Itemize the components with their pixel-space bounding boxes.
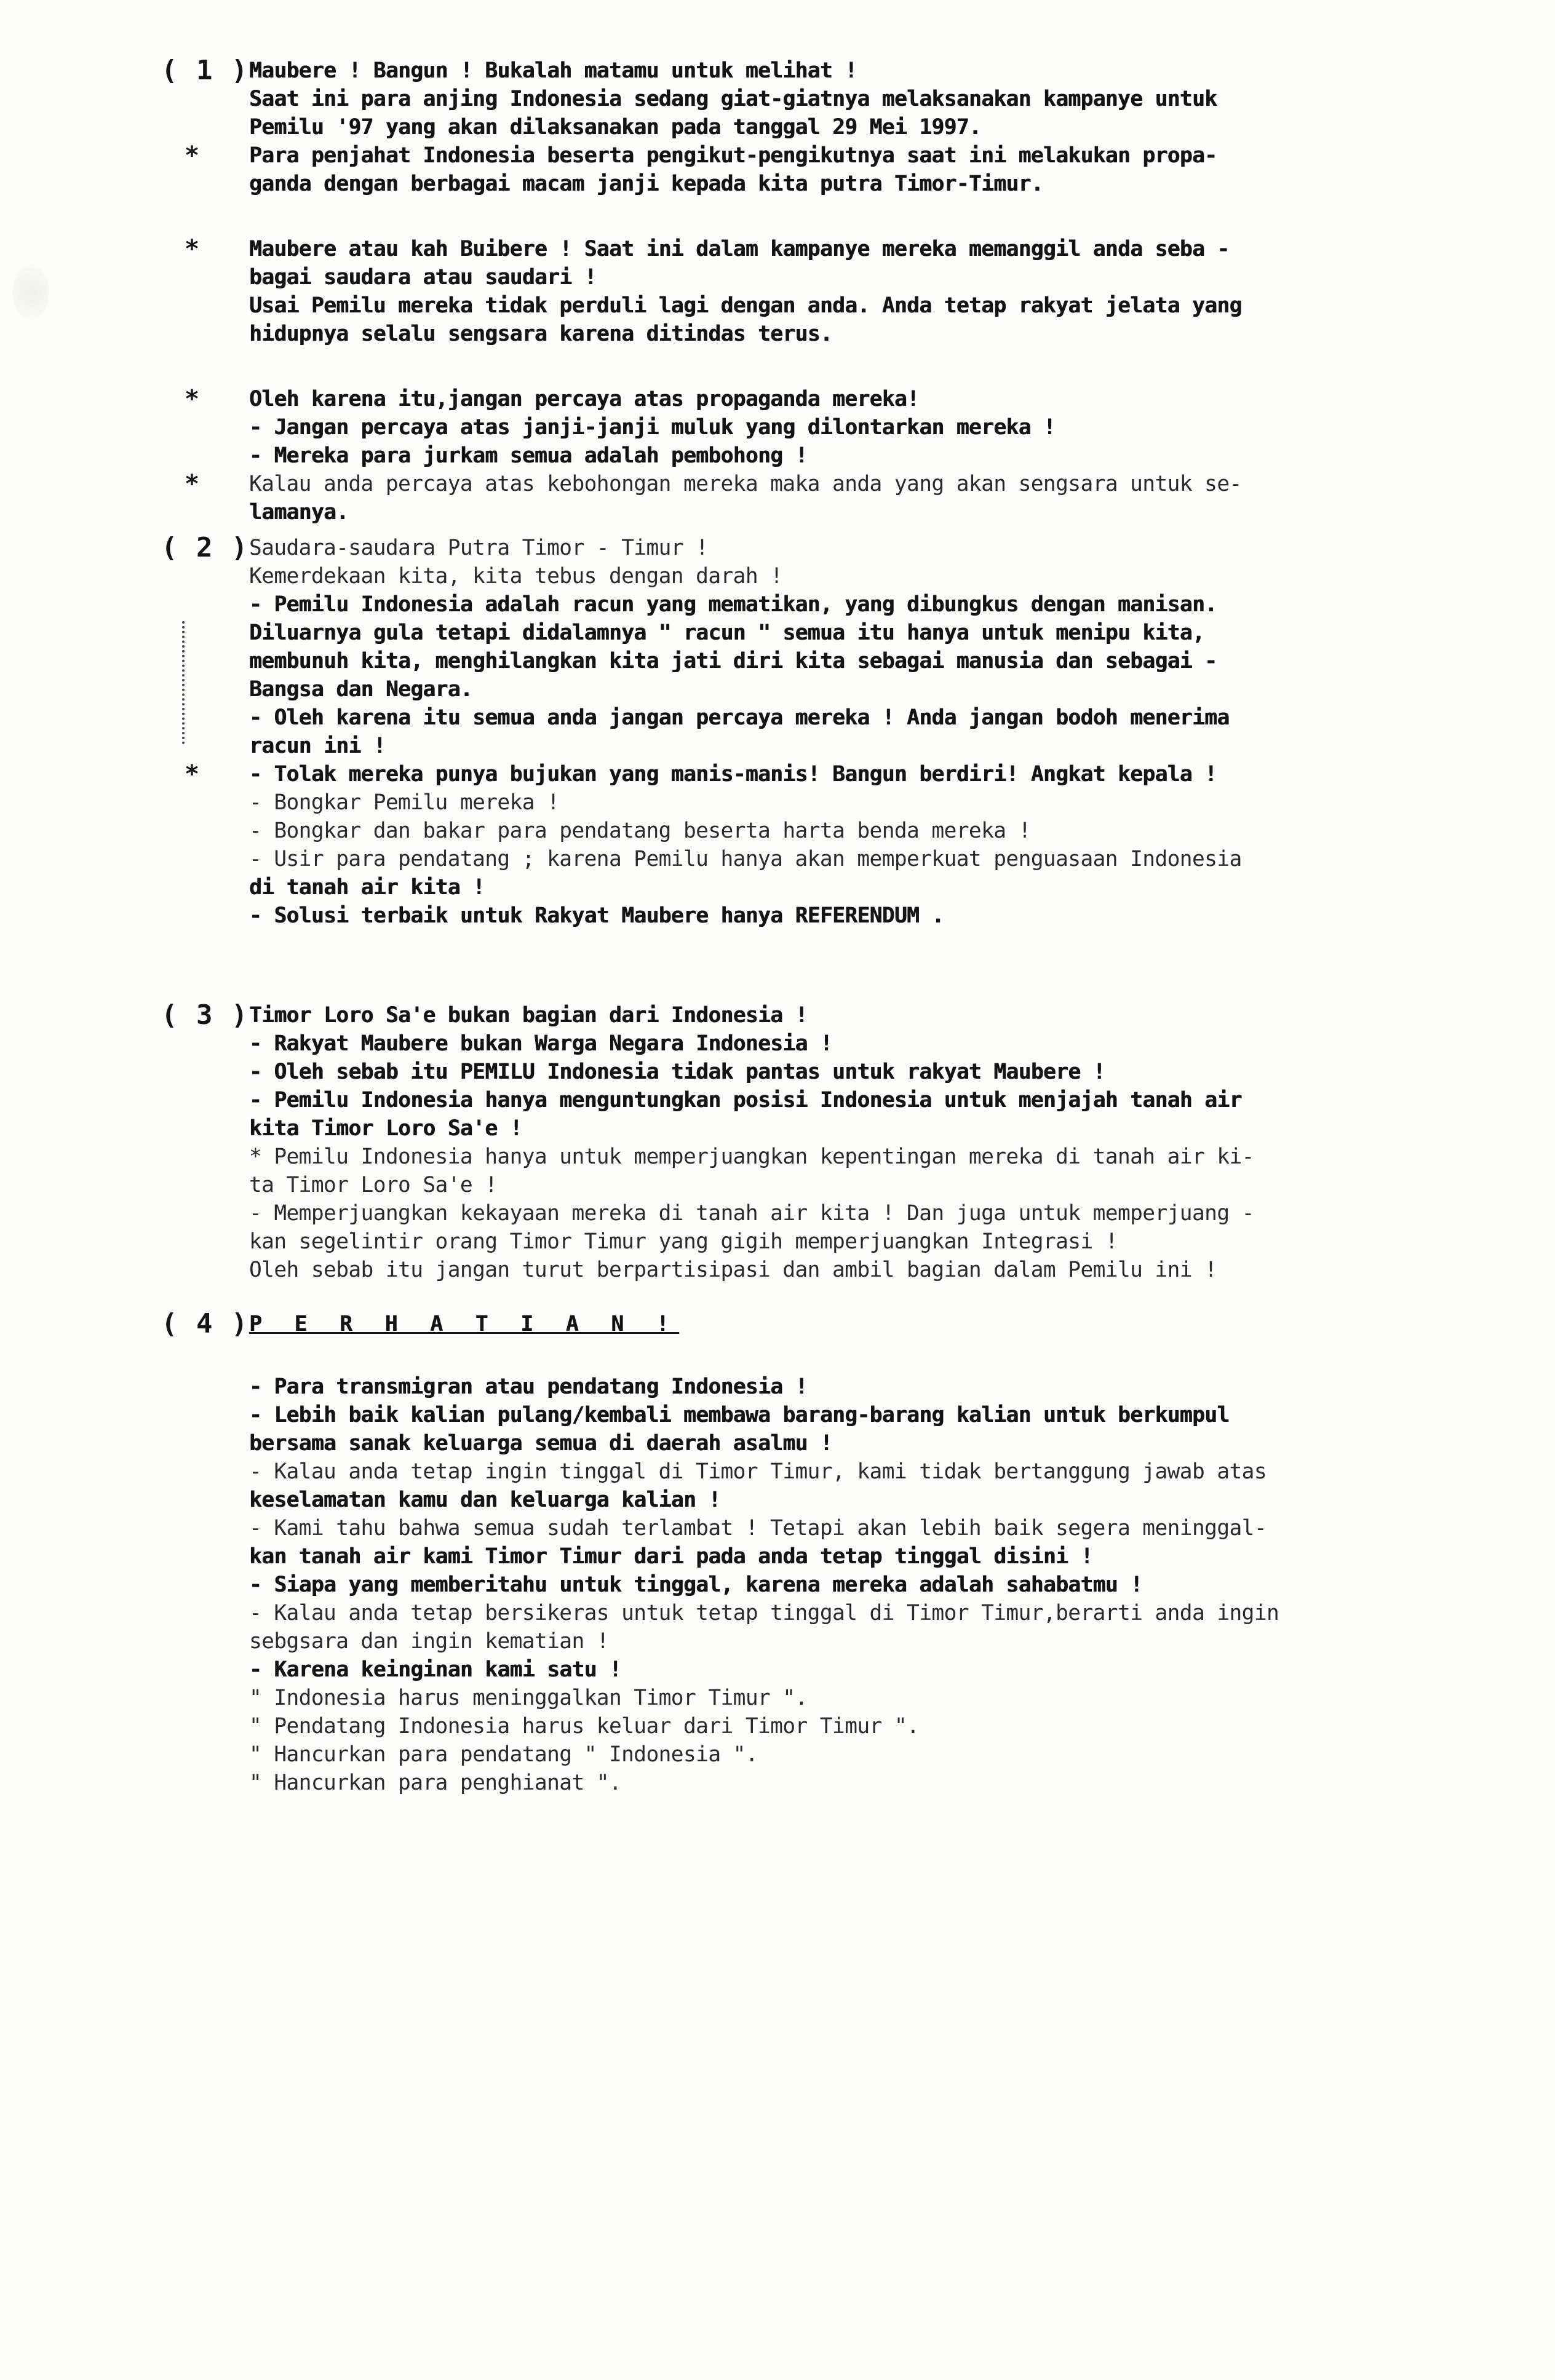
scan-smudge: [12, 264, 49, 320]
text-line: - Pemilu Indonesia adalah racun yang mematikan, yang dibungkus dengan manisan.: [249, 592, 1217, 617]
text-line: Usai Pemilu mereka tidak perduli lagi dengan anda. Anda tetap rakyat jelata yang: [249, 293, 1242, 318]
text-line: - Siapa yang memberitahu untuk tinggal, karena mereka adalah sahabatmu !: [249, 1573, 1143, 1597]
text-line: racun ini !: [249, 734, 386, 758]
text-line: - Memperjuangkan kekayaan mereka di tanah air kita ! Dan juga untuk memperjuang -: [249, 1201, 1254, 1226]
margin-asterisk: *: [185, 385, 200, 413]
text-line: - Bongkar Pemilu mereka !: [249, 790, 560, 815]
text-line: - Tolak mereka punya bujukan yang manis-manis! Bangun berdiri! Angkat kepala !: [249, 762, 1217, 787]
text-line: Saudara-saudara Putra Timor - Timur !: [249, 536, 709, 560]
section-heading: P E R H A T I A N !: [249, 1312, 679, 1336]
text-line: Oleh sebab itu jangan turut berpartisipasi dan ambil bagian dalam Pemilu ini !: [249, 1258, 1217, 1282]
text-line: - Mereka para jurkam semua adalah pembohong !: [249, 443, 808, 468]
text-line: kan tanah air kami Timor Timur dari pada anda tetap tinggal disini !: [249, 1544, 1093, 1569]
text-line: - Bongkar dan bakar para pendatang beserta harta benda mereka !: [249, 819, 1031, 843]
text-line: - Kami tahu bahwa semua sudah terlambat ! Tetapi akan lebih baik segera meninggal-: [249, 1516, 1267, 1541]
text-line: - Para transmigran atau pendatang Indonesia !: [249, 1374, 808, 1399]
text-line: bersama sanak keluarga semua di daerah asalmu !: [249, 1431, 833, 1456]
text-line: Bangsa dan Negara.: [249, 677, 473, 702]
text-line: - Oleh sebab itu PEMILU Indonesia tidak pantas untuk rakyat Maubere !: [249, 1060, 1105, 1084]
margin-tick-marks: [182, 621, 191, 744]
margin-asterisk: *: [185, 141, 200, 170]
text-line: Saat ini para anjing Indonesia sedang giat-giatnya melaksanakan kampanye untuk: [249, 87, 1217, 111]
text-line: kan segelintir orang Timor Timur yang gigih memperjuangkan Integrasi !: [249, 1229, 1118, 1254]
text-line: di tanah air kita !: [249, 875, 485, 900]
text-line: " Pendatang Indonesia harus keluar dari Timor Timur ".: [249, 1714, 920, 1739]
text-line: - Pemilu Indonesia hanya menguntungkan posisi Indonesia untuk menjajah tanah air: [249, 1088, 1242, 1113]
text-line: Diluarnya gula tetapi didalamnya " racun " semua itu hanya untuk menipu kita,: [249, 621, 1205, 645]
text-line: - Lebih baik kalian pulang/kembali membawa barang-barang kalian untuk berkumpul: [249, 1403, 1230, 1427]
text-line: Kemerdekaan kita, kita tebus dengan darah !: [249, 564, 783, 589]
text-line: " Hancurkan para pendatang " Indonesia ".: [249, 1742, 758, 1767]
section-number: ( 3 ): [161, 999, 249, 1031]
text-line: - Rakyat Maubere bukan Warga Negara Indonesia !: [249, 1031, 833, 1056]
section-number: ( 2 ): [161, 532, 249, 563]
text-line: hidupnya selalu sengsara karena ditindas terus.: [249, 322, 833, 346]
text-line: - Oleh karena itu semua anda jangan percaya mereka ! Anda jangan bodoh menerima: [249, 705, 1230, 730]
text-line: Maubere atau kah Buibere ! Saat ini dalam kampanye mereka memanggil anda seba -: [249, 237, 1230, 261]
section-number: ( 4 ): [161, 1308, 249, 1339]
text-line: - Kalau anda tetap bersikeras untuk tetap tinggal di Timor Timur,berarti anda ingin: [249, 1601, 1279, 1625]
text-line: - Kalau anda tetap ingin tinggal di Timor Timur, kami tidak bertanggung jawab atas: [249, 1459, 1267, 1484]
text-line: - Usir para pendatang ; karena Pemilu hanya akan memperkuat penguasaan Indonesia: [249, 847, 1242, 871]
text-line: Maubere ! Bangun ! Bukalah matamu untuk melihat !: [249, 58, 857, 83]
text-line: Kalau anda percaya atas kebohongan mereka maka anda yang akan sengsara untuk se-: [249, 472, 1242, 496]
text-line: Pemilu '97 yang akan dilaksanakan pada tanggal 29 Mei 1997.: [249, 115, 982, 140]
section-number: ( 1 ): [161, 55, 249, 86]
text-line: sebgsara dan ingin kematian !: [249, 1629, 609, 1654]
text-line: Oleh karena itu,jangan percaya atas propaganda mereka!: [249, 387, 920, 411]
margin-asterisk: *: [185, 470, 200, 498]
text-line: kita Timor Loro Sa'e !: [249, 1116, 522, 1141]
text-line: lamanya.: [249, 500, 349, 525]
text-line: membunuh kita, menghilangkan kita jati diri kita sebagai manusia dan sebagai -: [249, 649, 1217, 673]
text-line: * Pemilu Indonesia hanya untuk memperjuangkan kepentingan mereka di tanah air ki-: [249, 1144, 1254, 1169]
margin-asterisk: *: [185, 235, 200, 263]
margin-asterisk: *: [185, 760, 200, 788]
text-line: - Solusi terbaik untuk Rakyat Maubere hanya REFERENDUM .: [249, 903, 944, 928]
text-line: keselamatan kamu dan keluarga kalian !: [249, 1488, 721, 1512]
text-line: - Jangan percaya atas janji-janji muluk yang dilontarkan mereka !: [249, 415, 1056, 440]
text-line: Para penjahat Indonesia beserta pengikut-pengikutnya saat ini melakukan propa-: [249, 143, 1217, 168]
text-line: " Hancurkan para penghianat ".: [249, 1771, 622, 1795]
text-line: " Indonesia harus meninggalkan Timor Timur ".: [249, 1686, 808, 1710]
text-line: Timor Loro Sa'e bukan bagian dari Indonesia !: [249, 1003, 808, 1028]
text-line: - Karena keinginan kami satu !: [249, 1657, 622, 1682]
text-line: bagai saudara atau saudari !: [249, 265, 597, 290]
text-line: ganda dengan berbagai macam janji kepada kita putra Timor-Timur.: [249, 172, 1043, 196]
text-line: ta Timor Loro Sa'e !: [249, 1173, 498, 1197]
